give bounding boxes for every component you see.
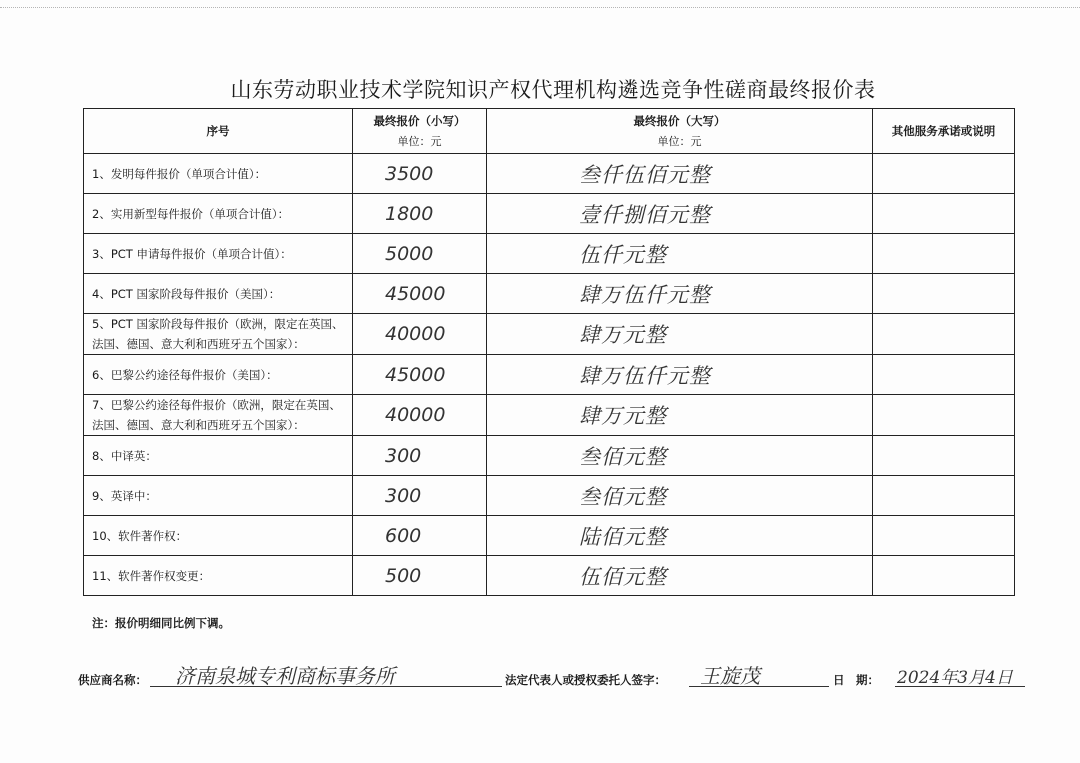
table-row xyxy=(84,154,1015,194)
row-small-price: 5000 xyxy=(353,234,487,274)
table-row xyxy=(84,194,1015,234)
row-small-price: 45000 xyxy=(353,274,487,314)
table-header-row xyxy=(84,109,1015,154)
header-seq: 序号 xyxy=(84,109,353,154)
table-row xyxy=(84,516,1015,556)
table-row xyxy=(84,556,1015,596)
signature-footer xyxy=(0,660,1080,700)
header-big-price-unit: 单位：元 xyxy=(657,135,702,148)
row-small-price: 500 xyxy=(353,556,487,596)
row-item: 6、巴黎公约途径每件报价（美国）： xyxy=(84,355,353,395)
page-title: 山东劳动职业技术学院知识产权代理机构遴选竞争性磋商最终报价表 xyxy=(230,78,876,102)
representative-signature: 王旋茂 xyxy=(700,664,760,688)
row-other xyxy=(873,476,1015,516)
row-other xyxy=(873,314,1015,355)
row-other xyxy=(873,556,1015,596)
row-big-price: 肆万元整 xyxy=(487,395,873,436)
row-item: 2、实用新型每件报价（单项合计值）： xyxy=(84,194,353,234)
header-big-price-label: 最终报价（大写） xyxy=(633,114,726,128)
header-other: 其他服务承诺或说明 xyxy=(873,109,1015,154)
date-value: 2024年3月4日 xyxy=(897,668,1013,688)
row-small-price: 600 xyxy=(353,516,487,556)
row-other xyxy=(873,274,1015,314)
row-other xyxy=(873,234,1015,274)
header-small-price xyxy=(353,109,487,154)
row-small-price: 300 xyxy=(353,476,487,516)
row-small-price: 3500 xyxy=(353,154,487,194)
row-small-price: 1800 xyxy=(353,194,487,234)
row-big-price: 伍佰元整 xyxy=(487,556,873,596)
table-row xyxy=(84,274,1015,314)
representative-label: 法定代表人或授权委托人签字： xyxy=(505,673,666,687)
header-small-price-label: 最终报价（小写） xyxy=(373,114,466,128)
row-small-price: 45000 xyxy=(353,355,487,395)
date-label: 日 期： xyxy=(833,673,879,687)
row-item: 8、中译英： xyxy=(84,436,353,476)
row-small-price: 40000 xyxy=(353,395,487,436)
row-big-price: 叁佰元整 xyxy=(487,476,873,516)
row-item: 11、软件著作权变更： xyxy=(84,556,353,596)
row-big-price: 伍仟元整 xyxy=(487,234,873,274)
row-item: 5、PCT 国家阶段每件报价（欧洲，限定在英国、法国、德国、意大利和西班牙五个国家）： xyxy=(84,314,353,355)
table-row xyxy=(84,395,1015,436)
table-row xyxy=(84,314,1015,355)
row-other xyxy=(873,395,1015,436)
row-item: 1、发明每件报价（单项合计值）： xyxy=(84,154,353,194)
price-note: 注：报价明细同比例下调。 xyxy=(92,616,230,630)
row-item: 7、巴黎公约途径每件报价（欧洲，限定在英国、法国、德国、意大利和西班牙五个国家）： xyxy=(84,395,353,436)
row-item: 10、软件著作权： xyxy=(84,516,353,556)
table-row xyxy=(84,234,1015,274)
row-big-price: 壹仟捌佰元整 xyxy=(487,194,873,234)
row-big-price: 肆万伍仟元整 xyxy=(487,274,873,314)
row-big-price: 叁佰元整 xyxy=(487,436,873,476)
row-small-price: 300 xyxy=(353,436,487,476)
row-other xyxy=(873,436,1015,476)
supplier-value: 济南泉城专利商标事务所 xyxy=(175,664,395,688)
row-big-price: 陆佰元整 xyxy=(487,516,873,556)
row-item: 4、PCT 国家阶段每件报价（美国）： xyxy=(84,274,353,314)
row-item: 9、英译中： xyxy=(84,476,353,516)
row-other xyxy=(873,355,1015,395)
table-row xyxy=(84,355,1015,395)
header-small-price-unit: 单位：元 xyxy=(397,135,442,148)
header-big-price xyxy=(487,109,873,154)
page-top-dotted-line xyxy=(0,7,1080,8)
row-big-price: 肆万元整 xyxy=(487,314,873,355)
row-big-price: 肆万伍仟元整 xyxy=(487,355,873,395)
row-other xyxy=(873,516,1015,556)
row-big-price: 叁仟伍佰元整 xyxy=(487,154,873,194)
row-other xyxy=(873,194,1015,234)
row-item: 3、PCT 申请每件报价（单项合计值）： xyxy=(84,234,353,274)
supplier-label: 供应商名称： xyxy=(78,673,147,687)
table-row xyxy=(84,436,1015,476)
row-small-price: 40000 xyxy=(353,314,487,355)
row-other xyxy=(873,154,1015,194)
price-table xyxy=(83,108,1015,596)
table-row xyxy=(84,476,1015,516)
